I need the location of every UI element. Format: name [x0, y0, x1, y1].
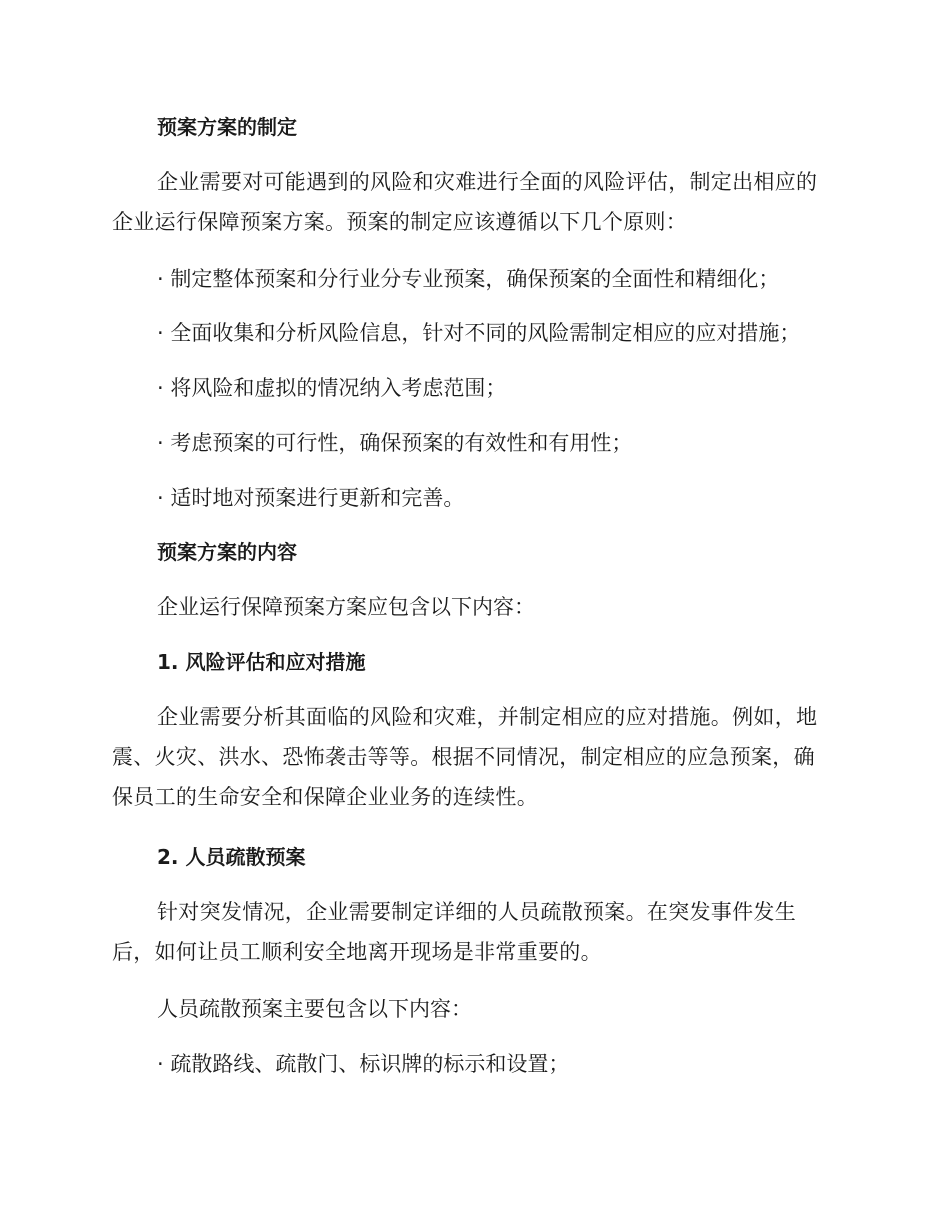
subsection-heading: 2. 人员疏散预案 [157, 845, 306, 869]
paragraph: 人员疏散预案主要包含以下内容： [157, 997, 472, 1021]
list-item: · 将风险和虚拟的情况纳入考虑范围； [157, 376, 507, 400]
paragraph: 企业运行保障预案方案应包含以下内容： [157, 595, 535, 619]
list-item: · 制定整体预案和分行业分专业预案，确保预案的全面性和精细化； [157, 267, 780, 291]
paragraph: 企业需要分析其面临的风险和灾难，并制定相应的应对措施。例如，地震、火灾、洪水、恐怖袭击等等。根据不同情况，制定相应的应急预案，确保员工的生命安全和保障企业业务的连续性。 [112, 705, 818, 809]
paragraph: 针对突发情况，企业需要制定详细的人员疏散预案。在突发事件发生后，如何让员工顺利安全地离开现场是非常重要的。 [112, 900, 796, 964]
list-item: · 全面收集和分析风险信息，针对不同的风险需制定相应的应对措施； [157, 321, 801, 345]
list-item: · 考虑预案的可行性，确保预案的有效性和有用性； [157, 431, 633, 455]
list-item: · 适时地对预案进行更新和完善。 [157, 486, 465, 510]
list-item: · 疏散路线、疏散门、标识牌的标示和设置； [157, 1052, 570, 1076]
section-heading: 预案方案的制定 [157, 115, 297, 139]
section-heading: 预案方案的内容 [157, 540, 297, 564]
paragraph: 企业需要对可能遇到的风险和灾难进行全面的风险评估，制定出相应的企业运行保障预案方案。预案的制定应该遵循以下几个原则： [112, 170, 818, 234]
subsection-heading: 1. 风险评估和应对措施 [157, 650, 366, 674]
